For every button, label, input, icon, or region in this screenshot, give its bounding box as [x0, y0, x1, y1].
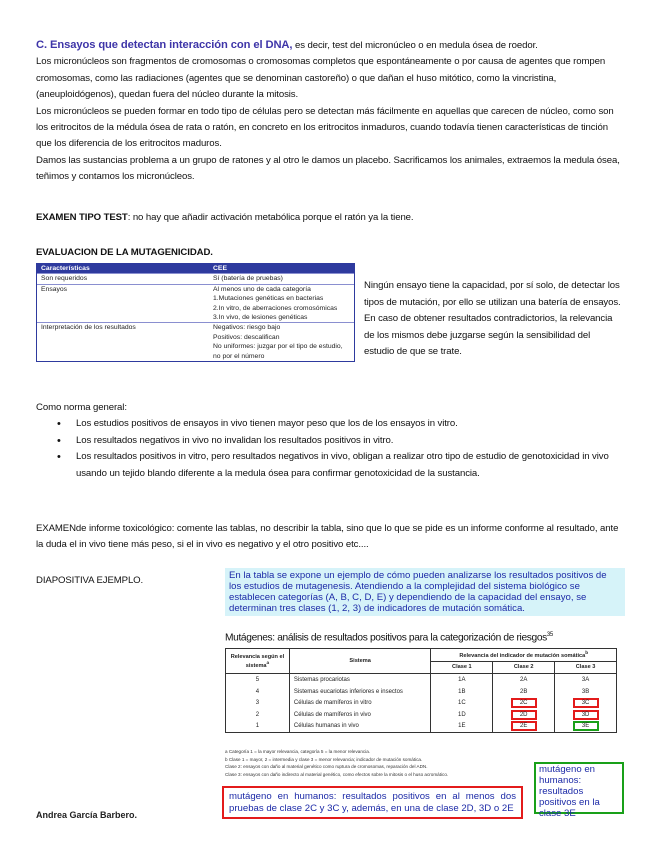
- mutagen-header-row: [226, 649, 617, 662]
- exam-tip: [36, 210, 626, 226]
- table-footnotes: [225, 748, 530, 778]
- table-title-sup: 35: [546, 632, 553, 638]
- table-row: [37, 284, 354, 323]
- cell-class-highlight-red: 2C: [511, 698, 537, 708]
- table-row: [226, 686, 617, 698]
- red-note: mutágeno en humanos: resultados positivos en al menos dos pruebas de clase 2C y 3C y, además, en una de clase 2D, 3D o 2E: [222, 786, 523, 819]
- eval-cell-value: Negativos: riesgo bajo: [213, 324, 281, 332]
- eval-header-caracteristicas: Características: [41, 265, 90, 272]
- col-relevancia-sup: a: [266, 659, 270, 665]
- side-note: Ningún ensayo tiene la capacidad, por sí solo, de detectar los tipos de mutación, por ello se utilizan una batería de ensayos. En caso de obtener resultados contradictorios, la relevancia de los mismos debe juzgarse según la sensibilidad del estudio de que se trate.: [364, 280, 621, 358]
- cell-class-highlight-red: 3D: [573, 710, 599, 720]
- footnote: b Clase 1 = mayor, 2 = intermedia y clase 3 = menor relevancia; indicador de mutación somática.: [225, 756, 423, 762]
- footnote: a Categoría 1 = la mayor relevancia, categoría 5 = la menor relevancia.: [225, 749, 371, 754]
- slide-label: DIAPOSITIVA EJEMPLO.: [36, 575, 144, 586]
- class-2-header: Clase 2: [493, 661, 555, 674]
- cell-sys: Células humanas in vivo: [289, 721, 431, 733]
- exam-report: EXAMENde informe toxicológico: comente las tablas, no describir la tabla, sino que lo que se pide es un informe conforme al resultado, ante la duda el in vivo tiene más peso, si el in vivo es negativo y el otro positivo etc....: [36, 523, 619, 551]
- paragraph-micronucleos: Los micronúcleos son fragmentos de cromosomas o cromosomas completos que espontáneamente o por causa de agentes que rompen cromosomas, como las radiaciones (agentes que se denominan castoreño) o que dañan el huso mitótico, como la vincristina, (aneuploidógenos), quedan fuera del núcleo durante la mitosis.: [36, 56, 606, 101]
- eval-header-cee: CEE: [213, 265, 227, 272]
- slide-explanation-box: En la tabla se expone un ejemplo de cómo pueden analizarse los resultados positivos de los estudios de mutagenesis. Atendiendo a la complejidad del sistema biológico se establecen categorías (A, B, C, D, E) y dependiendo de la capacidad del ensayo, se determinan tres clases (1, 2, 3) de indicadores de mutación somática.: [225, 568, 625, 616]
- list-item: • Los resultados positivos in vitro, pero resultados negativos in vivo, obligan a realizar otro tipo de estudio de genotoxicidad in vivo usando un tejido blando diferente a la medula ósea para confirmar genotoxicidad de la sustancia.: [36, 449, 621, 482]
- cell-rel: 4: [226, 686, 290, 698]
- eval-cell-value: Al menos uno de cada categoría: [213, 285, 311, 293]
- cell-class: 3A: [555, 674, 617, 686]
- cell-rel: 5: [226, 674, 290, 686]
- eval-cell-label: Ensayos: [41, 285, 68, 293]
- section-intro: [36, 37, 626, 186]
- author: Andrea García Barbero.: [36, 810, 138, 820]
- cell-rel: 1: [226, 721, 290, 733]
- eval-cell-value: Sí (batería de pruebas): [213, 275, 283, 283]
- table-row: [226, 709, 617, 721]
- cell-class-highlight-green: 3E: [573, 721, 599, 731]
- cell-rel: 2: [226, 709, 290, 721]
- exam-tip-text: : no hay que añadir activación metabólica porque el ratón ya la tiene.: [127, 212, 414, 223]
- footnote: Clase 2: ensayos con daño al material genético como ruptura de cromosomas, reparación del ADN.: [225, 764, 428, 770]
- table-row: [226, 697, 617, 709]
- table-row: [226, 674, 617, 686]
- eval-cell-value: 1.Mutaciones genéticas en bacterias: [213, 295, 324, 303]
- eval-cell-label: Son requeridos: [41, 275, 88, 283]
- class-1-header: Clase 1: [431, 661, 493, 674]
- cell-class: 1D: [431, 709, 493, 721]
- cell-sys: Sistemas procariotas: [289, 674, 431, 686]
- list-item: • Los resultados negativos in vivo no invalidan los resultados positivos in vitro.: [36, 433, 621, 449]
- green-note: mutágeno en humanos: resultados positivos en la clase 3E: [534, 762, 624, 814]
- class-3-header: Clase 3: [555, 661, 617, 674]
- cell-class: 1E: [431, 721, 493, 733]
- cell-class-highlight-red: 2D: [511, 710, 537, 720]
- group-header: Relevancia del indicador de mutación somática: [459, 653, 586, 660]
- eval-cell-value: Positivos: descalifican: [213, 333, 280, 341]
- eval-table-header: [37, 264, 354, 273]
- cell-class: 3B: [555, 686, 617, 698]
- eval-title: EVALUACION DE LA MUTAGENICIDAD.: [36, 247, 213, 258]
- col-relevancia-header: Relevancia según el sistema: [230, 653, 285, 669]
- mutagen-table: [225, 648, 617, 733]
- table-title: [225, 632, 553, 643]
- cell-sys: Células de mamíferos in vivo: [289, 709, 431, 721]
- cell-class: 2B: [493, 686, 555, 698]
- cell-class: 1A: [431, 674, 493, 686]
- cell-class: 1B: [431, 686, 493, 698]
- eval-cell-value: 3.In vivo, de lesiones genéticas: [213, 314, 308, 322]
- table-title-text: Mutágenes: análisis de resultados positivos para la categorización de riesgos: [225, 632, 547, 644]
- general-rules: [36, 400, 621, 482]
- table-row: [37, 322, 354, 361]
- cell-rel: 3: [226, 697, 290, 709]
- section-title: C. Ensayos que detectan interacción con el DNA,: [36, 39, 293, 51]
- cell-class-highlight-red: 3C: [573, 698, 599, 708]
- group-header-sup: b: [585, 650, 589, 656]
- eval-cell-label: Interpretación de los resultados: [41, 324, 136, 332]
- cell-class-highlight-red: 2E: [511, 721, 537, 731]
- eval-cell-value: No uniformes: juzgar por el tipo de estudio, no por el número: [213, 343, 343, 360]
- rules-intro: Como norma general:: [36, 402, 127, 413]
- cell-sys: Sistemas eucariotas inferiores e insectos: [289, 686, 431, 698]
- cell-class: 1C: [431, 697, 493, 709]
- evaluation-table: [36, 263, 355, 362]
- footnote: Clase 3: ensayos con daño indirecto al material genético, como efectos sobre la mitosis o el huso acromático.: [225, 771, 449, 777]
- list-item: • Los estudios positivos de ensayos in vivo tienen mayor peso que los de los ensayos in vitro.: [36, 416, 621, 432]
- table-row: [37, 273, 354, 283]
- eval-cell-value: 2.In vitro, de aberraciones cromosómicas: [213, 304, 338, 312]
- cell-class: 2A: [493, 674, 555, 686]
- exam-tip-label: EXAMEN TIPO TEST: [36, 212, 128, 223]
- paragraph-eritrocitos: Los micronúcleos se pueden formar en todo tipo de células pero se detectan más fácilmente en aquellas que carecen de núcleo, como son los eritrocitos de la médula ósea de rata o ratón, en concreto en los eritrocitos inmaduros, cuando todavía tienen características de tinción que los diferencia de los eritrocitos maduros.: [36, 105, 614, 150]
- cell-sys: Células de mamíferos in vitro: [289, 697, 431, 709]
- paragraph-procedimiento: Damos las sustancias problema a un grupo de ratones y al otro le damos un placebo. Sacrificamos los animales, extraemos la medula ósea, teñimos y contamos los micronúcleos.: [36, 154, 620, 183]
- section-title-rest: es decir, test del micronúcleo o en medula ósea de roedor.: [292, 40, 538, 51]
- table-row: [226, 721, 617, 733]
- col-sistema-header: Sistema: [289, 649, 431, 674]
